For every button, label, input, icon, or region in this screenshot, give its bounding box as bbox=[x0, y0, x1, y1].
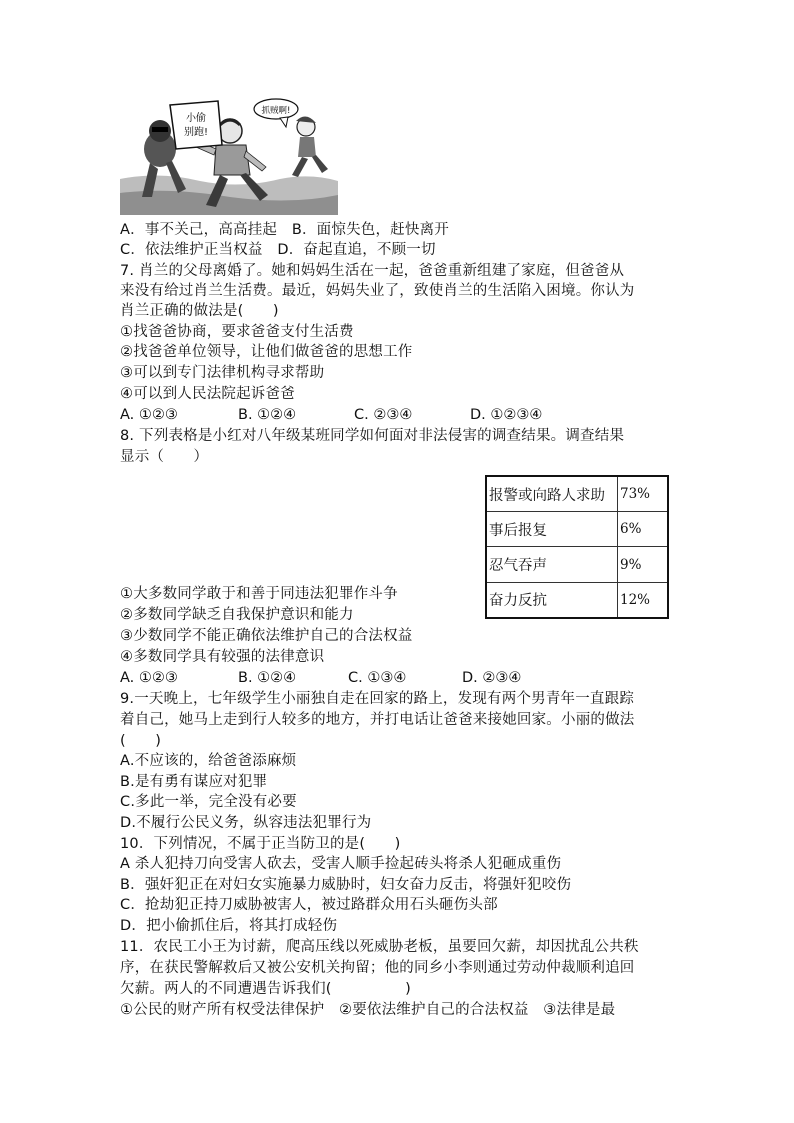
q7-item-2: ②找爸爸单位领导，让他们做爸爸的思想工作 bbox=[120, 344, 413, 360]
survey-table bbox=[485, 475, 669, 619]
table-cell-label: 报警或向路人求助 bbox=[486, 476, 618, 512]
q9-item-c: C.多此一举，完全没有必要 bbox=[120, 794, 297, 810]
q8-item-2: ②多数同学缺乏自我保护意识和能力 bbox=[120, 607, 354, 623]
q7-choice-d: D. ①②③④ bbox=[470, 407, 543, 423]
q7-choice-c: C. ②③④ bbox=[354, 407, 413, 423]
q9-item-d: D.不履行公民义务，纵容违法犯罪行为 bbox=[120, 815, 372, 831]
sign-text-line2: 别跑! bbox=[183, 127, 209, 138]
table-cell-value: 6% bbox=[618, 512, 669, 547]
q8-stem-2: 显示（ ） bbox=[120, 449, 209, 465]
q11-stem-3: 欠薪。两人的不同遭遇告诉我们( ) bbox=[120, 981, 412, 997]
q8-choice-a: A. ①②③ bbox=[120, 670, 178, 686]
q7-stem-1: 7. 肖兰的父母离婚了。她和妈妈生活在一起，爸爸重新组建了家庭，但爸爸从 bbox=[120, 263, 625, 279]
q7-choice-b: B. ①②④ bbox=[238, 407, 297, 423]
table-cell-label: 忍气吞声 bbox=[486, 547, 618, 582]
q8-choice-b: B. ①②④ bbox=[238, 670, 297, 686]
sign-text-line1: 小偷 bbox=[186, 113, 206, 124]
table-row bbox=[486, 547, 668, 582]
q10-item-c: C．抢劫犯正持刀威胁被害人，被过路群众用石头砸伤头部 bbox=[120, 897, 498, 913]
q8-item-1: ①大多数同学敢于和善于同违法犯罪作斗争 bbox=[120, 586, 398, 602]
q7-item-1: ①找爸爸协商，要求爸爸支付生活费 bbox=[120, 324, 354, 340]
q8-choice-c: C. ①③④ bbox=[348, 670, 407, 686]
thief-chase-cartoon bbox=[120, 97, 338, 215]
table-cell-value: 9% bbox=[618, 547, 669, 582]
q6-options-cd: C．依法维护正当权益 D．奋起直追，不顾一切 bbox=[120, 242, 436, 258]
q8-choice-d: D. ②③④ bbox=[462, 670, 522, 686]
q9-stem-3: ( ) bbox=[120, 733, 162, 749]
q9-stem-2: 着自己，她马上走到行人较多的地方，并打电话让爸爸来接她回家。小丽的做法 bbox=[120, 712, 635, 728]
q7-item-3: ③可以到专门法律机构寻求帮助 bbox=[120, 365, 325, 381]
q9-item-b: B.是有勇有谋应对犯罪 bbox=[120, 774, 268, 790]
q10-stem: 10．下列情况，不属于正当防卫的是( ) bbox=[120, 836, 401, 852]
table-row bbox=[486, 582, 668, 618]
q7-choice-a: A. ①②③ bbox=[120, 407, 178, 423]
sign-board bbox=[170, 101, 222, 149]
q10-item-d: D．把小偷抓住后，将其打成轻伤 bbox=[120, 918, 338, 934]
q10-item-a: A 杀人犯持刀向受害人砍去，受害人顺手捡起砖头将杀人犯砸成重伤 bbox=[120, 856, 562, 872]
table-cell-label: 事后报复 bbox=[486, 512, 618, 547]
q7-stem-2: 来没有给过肖兰生活费。最近，妈妈失业了，致使肖兰的生活陷入困境。你认为 bbox=[120, 283, 635, 299]
q8-stem-1: 8. 下列表格是小红对八年级某班同学如何面对非法侵害的调查结果。调查结果 bbox=[120, 428, 625, 444]
table-cell-value: 12% bbox=[618, 582, 669, 618]
table-row bbox=[486, 512, 668, 547]
q8-item-4: ④多数同学具有较强的法律意识 bbox=[120, 649, 325, 665]
bubble-text: 抓贼啊! bbox=[261, 106, 291, 116]
q7-stem-3: 肖兰正确的做法是( ) bbox=[120, 303, 279, 319]
q8-item-3: ③少数同学不能正确依法维护自己的合法权益 bbox=[120, 628, 413, 644]
q9-stem-1: 9.一天晚上，七年级学生小丽独自走在回家的路上，发现有两个男青年一直跟踪 bbox=[120, 691, 635, 707]
table-cell-value: 73% bbox=[618, 476, 669, 512]
q11-stem-2: 序，在获民警解救后又被公安机关拘留；他的同乡小李则通过劳动仲裁顺利追回 bbox=[120, 960, 635, 976]
q6-options-ab: A．事不关己，高高挂起 B．面惊失色，赶快离开 bbox=[120, 222, 449, 238]
q7-item-4: ④可以到人民法院起诉爸爸 bbox=[120, 386, 295, 402]
q11-stem-4: ①公民的财产所有权受法律保护 ②要依法维护自己的合法权益 ③法律是最 bbox=[120, 1002, 616, 1018]
q11-stem-1: 11．农民工小王为讨薪，爬高压线以死威胁老板，虽要回欠薪，却因扰乱公共秩 bbox=[120, 939, 639, 955]
q10-item-b: B．强奸犯正在对妇女实施暴力威胁时，妇女奋力反击，将强奸犯咬伤 bbox=[120, 877, 572, 893]
table-row bbox=[486, 476, 668, 512]
q9-item-a: A.不应该的，给爸爸添麻烦 bbox=[120, 753, 297, 769]
table-cell-label: 奋力反抗 bbox=[486, 582, 618, 618]
